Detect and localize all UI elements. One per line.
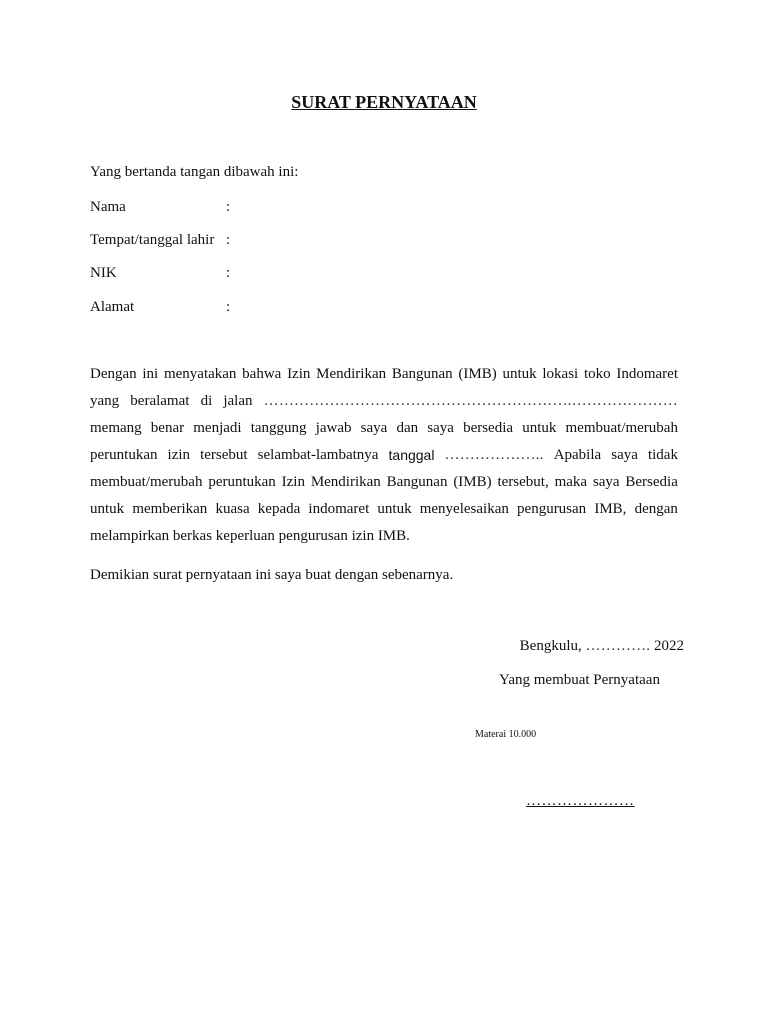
line5-word: Bangunan <box>386 474 448 490</box>
line1-word: menyatakan <box>163 366 237 382</box>
field-label-tempat-tanggal-lahir: Tempat/tanggal lahir <box>90 232 215 248</box>
line2-word: di <box>200 393 213 409</box>
line4-word: tersebut <box>200 447 248 463</box>
line5-word: Izin <box>281 474 305 490</box>
line1-word: Bangunan <box>391 366 453 382</box>
line5-word: peruntukan <box>208 474 276 490</box>
field-colon-alamat: : <box>226 299 231 315</box>
field-colon-nama: : <box>226 199 231 215</box>
line4-word: peruntukan <box>90 447 158 463</box>
line6-word: indomaret <box>308 501 370 517</box>
line5-word: membuat/merubah <box>90 474 203 490</box>
paragraph-line-6 <box>90 499 678 519</box>
paragraph-line-2 <box>90 391 678 411</box>
date-dots: …………. <box>585 638 651 654</box>
line6-word: kepada <box>257 501 301 517</box>
field-label-nik: NIK <box>90 265 117 281</box>
line1-word: bahwa <box>242 366 282 382</box>
field-colon-tempat-tanggal-lahir: : <box>226 232 231 248</box>
line1-word: Dengan <box>90 366 137 382</box>
line5-word: saya <box>592 474 620 490</box>
paragraph-line-4 <box>90 445 678 465</box>
address-dots: …………………………………………………….………………… <box>263 393 678 409</box>
intro-text: Yang bertanda tangan dibawah ini: <box>90 164 299 180</box>
line1-word: Mendirikan <box>316 366 387 382</box>
field-colon-nik: : <box>226 265 231 281</box>
line5-word: Mendirikan <box>310 474 381 490</box>
line5-word: Bersedia <box>625 474 678 490</box>
line3-word: untuk <box>522 420 557 436</box>
line4-word: Apabila <box>553 447 602 463</box>
paragraph-line-5 <box>90 472 678 492</box>
line6-word: memberikan <box>132 501 208 517</box>
line6-word: IMB, <box>594 501 627 517</box>
field-label-alamat: Alamat <box>90 299 135 315</box>
line1-word: Indomaret <box>616 366 678 382</box>
line3-word: dan <box>396 420 419 436</box>
line5-word: (IMB) <box>453 474 492 490</box>
line3-word: jawab <box>315 420 352 436</box>
line1-word: untuk <box>502 366 537 382</box>
year-text: 2022 <box>654 638 684 654</box>
line1-word: (IMB) <box>458 366 497 382</box>
tanggal-word: tanggal <box>388 447 435 463</box>
line1-word: lokasi <box>542 366 579 382</box>
line6-word: kuasa <box>215 501 250 517</box>
place-date <box>520 636 684 656</box>
line4-word: izin <box>167 447 191 463</box>
paragraph-line-3 <box>90 418 678 438</box>
line4-word: saya <box>611 447 638 463</box>
line2-word: beralamat <box>130 393 190 409</box>
line3-word: membuat/merubah <box>565 420 678 436</box>
line2-word: yang <box>90 393 120 409</box>
line1-word: Izin <box>287 366 311 382</box>
line1-word: toko <box>583 366 611 382</box>
line3-word: tanggung <box>250 420 307 436</box>
field-label-nama: Nama <box>90 199 126 215</box>
paragraph-line-1 <box>90 364 678 384</box>
line1-word: ini <box>142 366 159 382</box>
deadline-dots: ……………….. <box>444 447 544 463</box>
line6-word: dengan <box>634 501 678 517</box>
line3-word: memang <box>90 420 142 436</box>
line6-word: untuk <box>90 501 125 517</box>
document-title: SURAT PERNYATAAN <box>291 92 477 112</box>
line3-word: saya <box>360 420 388 436</box>
signature-line: ………………… <box>526 793 635 809</box>
maker-label: Yang membuat Pernyataan <box>499 672 660 688</box>
line3-word: benar <box>150 420 185 436</box>
line6-word: untuk <box>377 501 412 517</box>
line6-word: pengurusan <box>517 501 587 517</box>
line4-word: selambat-lambatnya <box>257 447 379 463</box>
line5-word: tersebut, <box>497 474 549 490</box>
line4-word: tidak <box>647 447 678 463</box>
line2-word: jalan <box>223 393 253 409</box>
closing-statement: Demikian surat pernyataan ini saya buat dengan sebenarnya. <box>90 567 454 583</box>
materai-label: Materai 10.000 <box>475 729 537 740</box>
place-text: Bengkulu, <box>519 638 582 654</box>
line3-word: menjadi <box>193 420 242 436</box>
line6-word: menyelesaikan <box>419 501 509 517</box>
paragraph-line-7: melampirkan berkas keperluan pengurusan izin IMB. <box>90 528 410 544</box>
line5-word: maka <box>554 474 588 490</box>
line3-word: saya <box>427 420 454 436</box>
line3-word: bersedia <box>463 420 514 436</box>
